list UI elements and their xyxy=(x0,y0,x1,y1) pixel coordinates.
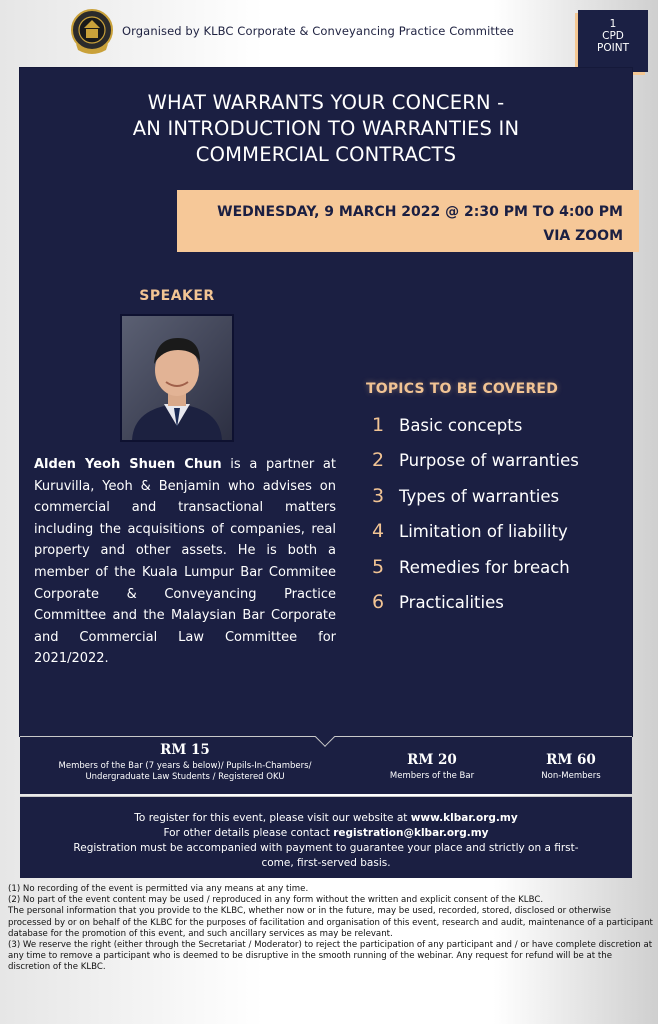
footnote: (1) No recording of the event is permitted via any means at any time. xyxy=(8,884,309,894)
fee-amount: RM 15 xyxy=(160,742,210,758)
speaker-photo xyxy=(120,314,234,442)
fee-description-line-2: Undergraduate Law Students / Registered OKU xyxy=(85,772,285,782)
topic-item xyxy=(372,591,579,626)
footnotes xyxy=(8,884,653,974)
topic-label: Remedies for breach xyxy=(399,557,570,577)
contact-text: For other details please contact xyxy=(163,827,334,839)
title-line-2: AN INTRODUCTION TO WARRANTIES IN xyxy=(132,117,520,140)
fee-non-members xyxy=(510,752,632,782)
topic-label: Basic concepts xyxy=(399,416,523,435)
topic-item xyxy=(372,556,579,591)
event-title xyxy=(20,90,632,168)
event-venue: VIA ZOOM xyxy=(543,228,623,244)
title-line-1: WHAT WARRANTS YOUR CONCERN - xyxy=(147,91,505,114)
klbc-logo xyxy=(70,8,114,58)
register-text: To register for this event, please visit our website at xyxy=(134,812,411,824)
topic-item xyxy=(372,485,579,520)
website-link[interactable]: www.klbar.org.my xyxy=(410,812,518,824)
registration-info xyxy=(20,796,632,878)
speaker-bio xyxy=(34,454,336,670)
topic-label: Limitation of liability xyxy=(399,522,568,542)
speaker-bio-text: is a partner at Kuruvilla, Yeoh & Benjamin who advises on commercial and transactional matters including the acquisitions of companies, real property and other assets. He is both a member of the Kuala Lumpur Bar Commitee Corporate & Conveyancing Practice Committee and the Malaysian Bar Corporate and Commercial Law Committee for 2021/2022. xyxy=(34,457,337,667)
speaker-name: Alden Yeoh Shuen Chun xyxy=(34,457,222,472)
cpd-label: CPD xyxy=(602,30,624,42)
contact-line xyxy=(20,826,632,841)
topic-label: Purpose of warranties xyxy=(399,451,579,471)
register-line xyxy=(20,811,632,826)
cpd-point-label: POINT xyxy=(597,42,629,54)
topic-number: 5 xyxy=(372,555,385,578)
speaker-heading: SPEAKER xyxy=(139,288,215,304)
topic-number: 2 xyxy=(372,449,385,472)
topic-item xyxy=(372,449,579,484)
fee-amount: RM 20 xyxy=(407,752,457,768)
fee-members xyxy=(362,752,502,782)
topics-heading: TOPICS TO BE COVERED xyxy=(366,381,559,397)
topic-label: Practicalities xyxy=(399,592,504,612)
fee-description: Members of the Bar xyxy=(389,771,475,781)
cpd-count: 1 xyxy=(609,18,617,30)
cpd-badge xyxy=(578,10,648,72)
event-date-time: WEDNESDAY, 9 MARCH 2022 @ 2:30 PM TO 4:00 PM xyxy=(217,204,623,220)
fee-amount: RM 60 xyxy=(546,752,596,768)
fee-members-junior xyxy=(30,742,340,783)
registration-note: Registration must be accompanied with payment to guarantee your place and strictly on a first-come, first-served basis. xyxy=(73,842,579,869)
organiser-text: Organised by KLBC Corporate & Conveyancing Practice Committee xyxy=(122,24,514,38)
fee-description-line-1: Members of the Bar (7 years & below)/ Pupils-In-Chambers/ xyxy=(58,761,312,771)
email-link[interactable]: registration@klbar.org.my xyxy=(333,827,489,839)
topic-number: 6 xyxy=(372,590,385,613)
topic-item xyxy=(372,414,579,449)
topics-list xyxy=(372,414,579,626)
footnote: (3) We reserve the right (either through the Secretariat / Moderator) to reject the participation of any participant and / or have complete discretion at any time to remove a participant who is deemed to be disruptive in the smooth running of the webinar. Any request for refund will be at the discretion of the KLBC. xyxy=(8,940,653,973)
title-line-3: COMMERCIAL CONTRACTS xyxy=(195,143,457,166)
event-date-box xyxy=(177,190,639,252)
topic-number: 1 xyxy=(372,414,385,436)
topic-item xyxy=(372,520,579,555)
footnote: (2) No part of the event content may be used / reproduced in any form without the written and explicit consent of the KLBC. xyxy=(8,895,544,906)
topic-label: Types of warranties xyxy=(399,486,560,506)
fee-description: Non-Members xyxy=(541,771,601,781)
topic-number: 3 xyxy=(372,484,385,507)
topic-number: 4 xyxy=(372,520,385,543)
footnote: The personal information that you provide to the KLBC, whether now or in the future, may be used, recorded, stored, disclosed or otherwise processed by or on behalf of the KLBC for the purposes of facilitation and organisation of this event, research and audit, maintenance of a participant database for the promotion of this event, and such ancillary services as may be relevant. xyxy=(8,906,653,939)
